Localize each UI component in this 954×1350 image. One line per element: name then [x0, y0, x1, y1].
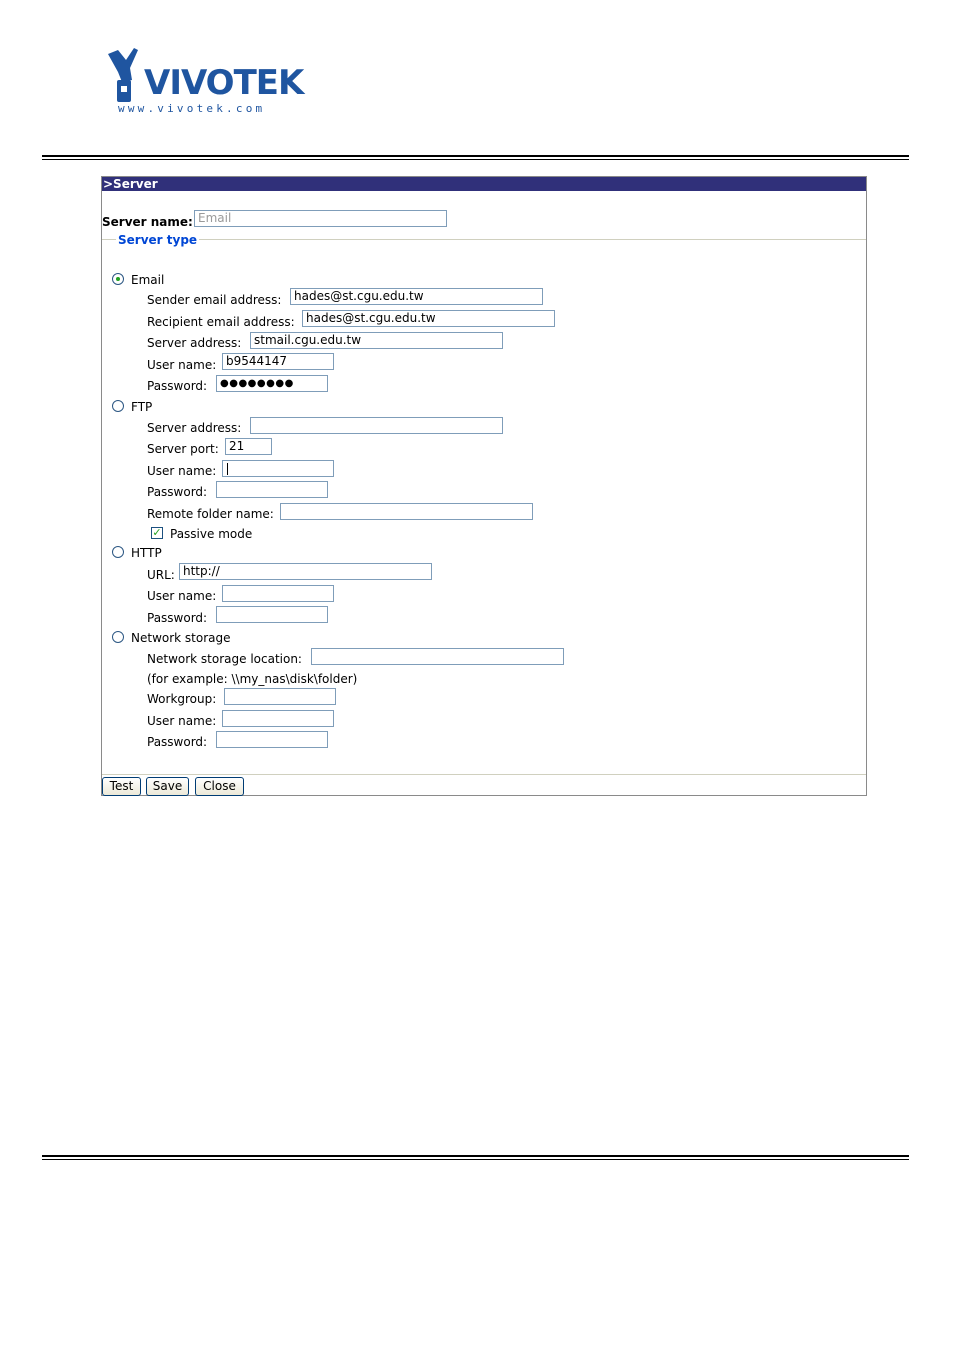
save-button[interactable]: Save [146, 777, 189, 796]
network-storage-option-label: Network storage [131, 631, 231, 645]
server-name-label: Server name: [102, 215, 193, 229]
email-password-input[interactable]: ●●●●●●●● [216, 375, 328, 392]
http-user-name-input[interactable] [222, 585, 334, 602]
footer-divider [102, 774, 866, 775]
http-url-input[interactable]: http:// [179, 563, 432, 580]
text-cursor [227, 463, 228, 475]
header-divider [42, 155, 909, 160]
sender-email-label: Sender email address: [147, 293, 282, 307]
ftp-user-name-label: User name: [147, 464, 217, 478]
ftp-password-input[interactable] [216, 481, 328, 498]
passive-mode-checkbox[interactable]: ✓ [152, 526, 162, 539]
workgroup-label: Workgroup: [147, 692, 217, 706]
http-user-name-label: User name: [147, 589, 217, 603]
network-storage-password-label: Password: [147, 735, 208, 749]
email-user-name-input[interactable]: b9544147 [222, 353, 334, 370]
email-radio[interactable] [112, 273, 124, 285]
recipient-email-label: Recipient email address: [147, 315, 295, 329]
ftp-user-name-input[interactable] [222, 460, 334, 477]
network-storage-radio[interactable] [112, 631, 124, 643]
remote-folder-input[interactable] [280, 503, 533, 520]
ftp-port-label: Server port: [147, 442, 219, 456]
http-password-label: Password: [147, 611, 208, 625]
network-storage-location-label: Network storage location: [147, 652, 302, 666]
email-user-name-label: User name: [147, 358, 217, 372]
network-storage-location-input[interactable] [311, 648, 564, 665]
http-url-label: URL: [147, 568, 175, 582]
svg-text:www.vivotek.com: www.vivotek.com [118, 102, 266, 115]
test-button[interactable]: Test [102, 777, 141, 796]
svg-text:VIVOTEK: VIVOTEK [144, 63, 304, 103]
network-storage-user-name-input[interactable] [222, 710, 334, 727]
remote-folder-label: Remote folder name: [147, 507, 274, 521]
ftp-server-address-label: Server address: [147, 421, 242, 435]
http-password-input[interactable] [216, 606, 328, 623]
server-type-legend: Server type [118, 233, 198, 247]
ftp-radio[interactable] [112, 400, 124, 412]
network-storage-password-input[interactable] [216, 731, 328, 748]
passive-mode-label: Passive mode [170, 527, 253, 541]
http-radio[interactable] [112, 546, 124, 558]
email-password-label: Password: [147, 379, 208, 393]
http-option-label: HTTP [131, 546, 162, 560]
ftp-server-address-input[interactable] [250, 417, 503, 434]
server-settings-panel [101, 176, 867, 796]
ftp-password-label: Password: [147, 485, 208, 499]
workgroup-input[interactable] [224, 688, 336, 705]
panel-title: >Server [102, 177, 866, 191]
fieldset-border [102, 239, 866, 240]
email-option-label: Email [131, 273, 165, 287]
footer-rule [42, 1155, 909, 1160]
email-server-address-input[interactable]: stmail.cgu.edu.tw [250, 332, 503, 349]
recipient-email-input[interactable]: hades@st.cgu.edu.tw [302, 310, 555, 327]
sender-email-input[interactable]: hades@st.cgu.edu.tw [290, 288, 543, 305]
vivotek-logo [104, 46, 314, 116]
close-button[interactable]: Close [195, 777, 244, 796]
email-server-address-label: Server address: [147, 336, 242, 350]
ftp-option-label: FTP [131, 400, 153, 414]
network-storage-example: (for example: \\my_nas\disk\folder) [147, 672, 358, 686]
ftp-port-input[interactable]: 21 [225, 438, 272, 455]
network-storage-user-name-label: User name: [147, 714, 217, 728]
server-name-input[interactable]: Email [194, 210, 447, 227]
